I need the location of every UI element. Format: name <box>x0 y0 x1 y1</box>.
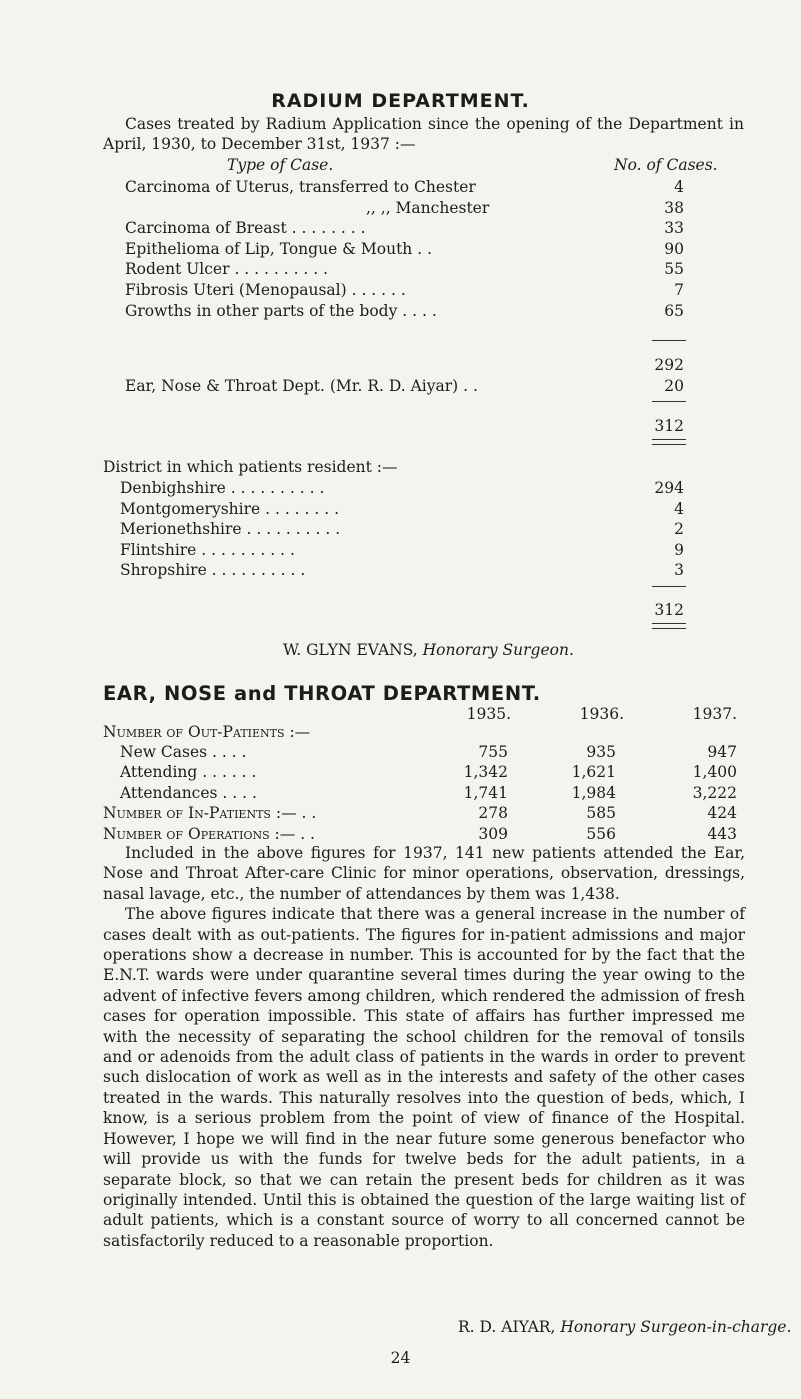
radium-sig-name: W. GLYN EVANS, <box>283 641 418 659</box>
case-value: 33 <box>664 219 684 238</box>
case-label: Fibrosis Uteri (Menopausal) . . . . . . <box>125 281 406 299</box>
subtotal-rule <box>652 340 686 341</box>
district-double-rule <box>652 623 686 629</box>
ent-row-value: 935 <box>586 743 616 761</box>
district-label: Denbighshire . . . . . . . . . . <box>120 479 325 497</box>
radium-intro: Cases treated by Radium Application since the opening of the Department in April, 1930, to December 31st, 1937 :— <box>103 115 744 154</box>
ent-row-value: 556 <box>586 824 616 843</box>
ent-row-label: Number of Operations :— . . <box>103 824 315 843</box>
ent-row-value: 1,342 <box>463 763 508 782</box>
ent-signature <box>458 1317 791 1337</box>
outpatients-heading: Number of Out-Patients :— <box>103 723 311 741</box>
district-label: Merionethshire . . . . . . . . . . <box>120 520 341 539</box>
ent-sig-title: Honorary Surgeon-in-charge. <box>560 1318 792 1336</box>
district-value: 294 <box>654 479 684 497</box>
radium-title: RADIUM DEPARTMENT. <box>271 90 530 112</box>
ent-row-label: New Cases . . . . <box>120 743 247 761</box>
ent-row-value: 755 <box>478 743 508 761</box>
year-header: 1935. <box>466 705 511 723</box>
ent-dept-label: Ear, Nose & Throat Dept. (Mr. R. D. Aiyar) . . <box>125 377 478 395</box>
district-value: 4 <box>674 499 684 518</box>
case-value: 38 <box>664 198 684 217</box>
case-label: Epithelioma of Lip, Tongue & Mouth . . <box>125 239 432 258</box>
district-label: Montgomeryshire . . . . . . . . <box>120 499 340 518</box>
ent-row-value: 947 <box>707 743 737 761</box>
district-label: Flintshire . . . . . . . . . . <box>120 540 295 559</box>
ent-row-value: 278 <box>478 804 508 823</box>
col-type-header: Type of Case. <box>227 156 334 174</box>
district-heading: District in which patients resident :— <box>103 458 398 476</box>
case-label: ,, ,, Manchester <box>366 198 490 217</box>
district-value: 9 <box>674 540 684 559</box>
year-header: 1936. <box>579 705 624 723</box>
col-num-header: No. of Cases. <box>614 156 718 174</box>
case-label: Rodent Ulcer . . . . . . . . . . <box>125 260 329 279</box>
ent-row-value: 424 <box>707 804 737 823</box>
ent-row-value: 443 <box>707 824 737 843</box>
ent-row-value: 3,222 <box>692 783 737 802</box>
ent-row-value: 1,400 <box>692 763 737 782</box>
case-value: 7 <box>674 281 684 299</box>
ent-row-value: 1,741 <box>463 783 508 802</box>
total-rule <box>652 401 686 402</box>
district-value: 2 <box>674 520 684 539</box>
ent-row-label: Attending . . . . . . <box>120 763 257 782</box>
case-value: 65 <box>664 301 684 320</box>
district-label: Shropshire . . . . . . . . . . <box>120 561 306 580</box>
ent-row-label: Number of In-Patients :— . . <box>103 804 317 823</box>
ent-paragraph-2: The above figures indicate that there was a general increase in the number of cases dealt with as out-patients. The figures for in-patient admissions and major operations show a decrease in number. This is accounted for by the fact that the E.N.T. wards were under quarantine several times during the year owing to the advent of infective fevers among children, which rendered the admission of fresh cases for operation impossible. This state of affairs has further impressed me with the necessity of separating the school children for the removal of tonsils and or adenoids from the adult class of patients in the wards in order to prevent such dislocation of work as well as in the interests and safety of the other cases treated in the wards. This naturally resolves into the question of beds, which, I know, is a serious problem from the point of view of finance of the Hospital. However, I hope we will find in the near future some generous benefactor who will provide us with the funds for twelve beds for the adult patients, in a separate block, so that we can retain the present beds for children as it was originally intended. Until this is obtained the question of the large waiting list of adult patients, which is a constant source of worry to all concerned cannot be satisfactorily reduced to a reasonable proportion. <box>103 905 745 1250</box>
radium-subtotal: 292 <box>654 356 684 374</box>
ent-paragraph-1: Included in the above figures for 1937, 141 new patients attended the Ear, Nose and Throat After-care Clinic for minor operations, observation, dressings, nasal lavage, etc., the number of attendances by them was 1,438. <box>103 844 745 903</box>
case-value: 4 <box>674 178 684 196</box>
case-value: 90 <box>664 239 684 258</box>
district-total-rule <box>652 586 686 587</box>
case-label: Growths in other parts of the body . . . . <box>125 301 437 320</box>
ent-row-label: Attendances . . . . <box>120 783 257 802</box>
ent-dept-value: 20 <box>664 377 684 395</box>
district-total: 312 <box>654 601 684 619</box>
ent-row-value: 585 <box>586 804 616 823</box>
ent-row-value: 309 <box>478 824 508 843</box>
year-header: 1937. <box>692 705 737 723</box>
ent-title: EAR, NOSE and THROAT DEPARTMENT. <box>103 682 541 705</box>
district-value: 3 <box>674 561 684 580</box>
case-label: Carcinoma of Breast . . . . . . . . <box>125 219 366 238</box>
case-value: 55 <box>664 260 684 279</box>
ent-row-value: 1,621 <box>571 763 616 782</box>
radium-signature <box>283 640 574 660</box>
radium-total: 312 <box>654 417 684 435</box>
case-label: Carcinoma of Uterus, transferred to Chester <box>125 178 476 196</box>
page-number: 24 <box>390 1349 411 1367</box>
ent-row-value: 1,984 <box>571 783 616 802</box>
ent-report-text <box>103 843 745 1251</box>
ent-sig-name: R. D. AIYAR, <box>458 1318 556 1336</box>
radium-sig-title: Honorary Surgeon. <box>422 641 574 659</box>
total-double-rule <box>652 439 686 445</box>
